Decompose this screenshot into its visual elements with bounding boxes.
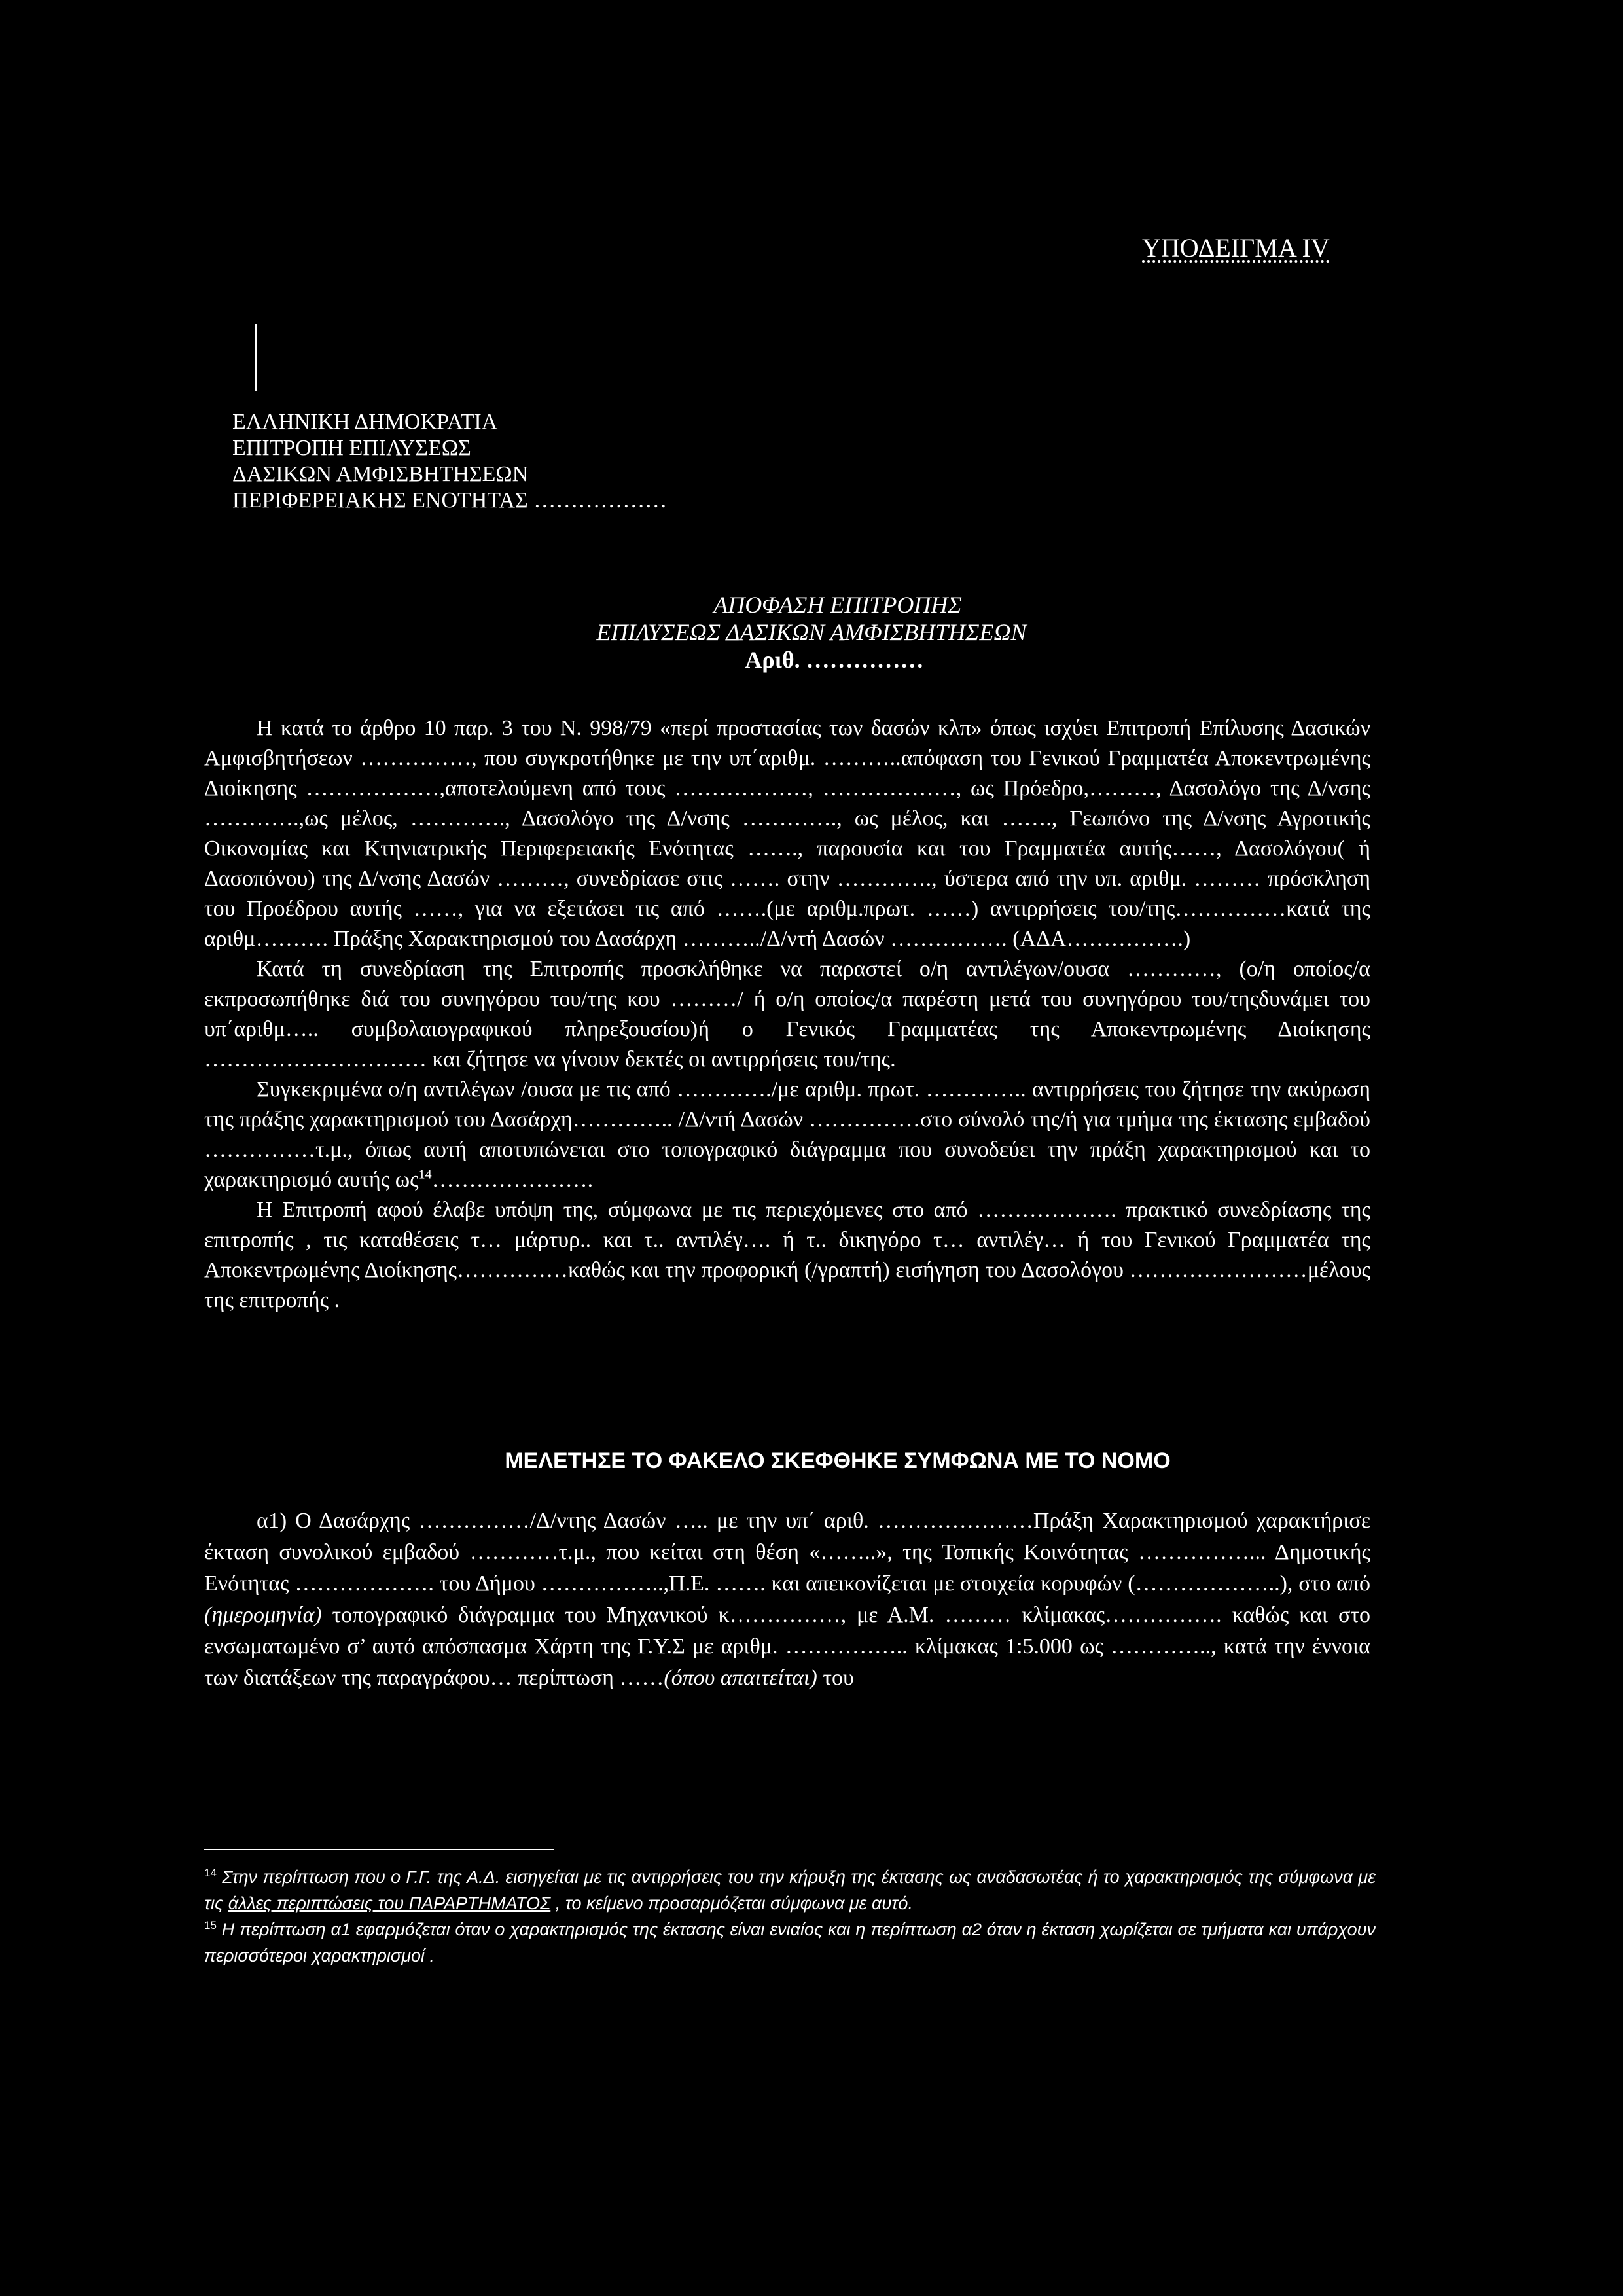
footnote-ref-14: 14 <box>418 1167 432 1182</box>
clause-a1 <box>204 1505 1370 1694</box>
paragraph-session: Κατά τη συνεδρίαση της Επιτροπής προσκλήθηκε να παραστεί ο/η αντιλέγων/ουσα …………, (ο/η οποίος/α εκπροσωπήθηκε διά του συνηγόρου του/της κου ………/ ή ο/η οποίος/α παρέστη μετά του συνηγόρου του/τηςδυνάμει του υπ΄αριθμ….. συμβολαιογραφικού πληρεξουσίου)ή ο Γενικός Γραμματέας της Αποκεντρωμένης Διοίκησης ………………………… και ζήτησε να γίνουν δεκτές οι αντιρρήσεις του/της. <box>204 957 1370 1071</box>
clause-a1-required-note: (όπου απαιτείται) <box>664 1666 817 1690</box>
decision-number: Αριθ. …………… <box>745 647 924 673</box>
footnote-15 <box>204 1916 1376 1969</box>
issuing-authority <box>232 409 667 514</box>
paragraph-committee-review: Η Επιτροπή αφού έλαβε υπόψη της, σύμφωνα με τις περιεχόμενες στο από ………………. πρακτικό συνεδρίασης της επιτροπής , τις καταθέσεις τ… μάρτυρ.. και τ.. αντιλέγ…. ή τ.. δικηγόρο τ… αντιλέγ… ή του Γενικού Γραμματέα της Αποκεντρωμένης Διοίκησης……………καθώς και την προφορική (/γραπτή) εισήγηση του Δασολόγου ……………………μέλους της επιτροπής . <box>204 1198 1370 1312</box>
authority-line-2: ΕΠΙΤΡΟΠΗ ΕΠΙΛΥΣΕΩΣ <box>232 436 471 460</box>
decision-title <box>0 591 1623 673</box>
decision-title-line-2: ΕΠΙΛΥΣΕΩΣ ΔΑΣΙΚΩΝ ΑΜΦΙΣΒΗΤΗΣΕΩΝ <box>596 619 1027 645</box>
clause-a1-text <box>204 1505 1370 1694</box>
authority-line-1: ΕΛΛΗΝΙΚΗ ΔΗΜΟΚΡΑΤΙΑ <box>232 410 498 434</box>
footnote-15-number: 15 <box>204 1919 217 1931</box>
clause-a1-mid: τοπογραφικό διάγραμμα του Μηχανικού κ……………, με Α.Μ. ……… κλίμακας……………. καθώς και στο ενσωματωμένο σ’ αυτό απόσπασμα Χάρτη της Γ.Υ.Σ με αριθμ. …………….. κλίμακας 1:5.000 ως ………….., κατά την έννοια των διατάξεων της παραγράφου… περίπτωση …… <box>204 1603 1370 1690</box>
paragraph-committee: Η κατά το άρθρο 10 παρ. 3 του Ν. 998/79 «περί προστασίας των δασών κλπ» όπως ισχύει Επιτροπή Επίλυσης Δασικών Αμφισβητήσεων ……………, που συγκροτήθηκε με την υπ΄αριθμ. ………..απόφαση του Γενικού Γραμματέα Αποκεντρωμένης Διοίκησης ………………,αποτελούμενη από τους ………………, ………………, ως Πρόεδρο,………, Δασολόγο της Δ/νσης ………….,ως μέλος, …………., Δασολόγο της Δ/νσης …………., ως μέλος, και ……., Γεωπόνο της Δ/νσης Αγροτικής Οικονομίας και Κτηνιατρικής Περιφερειακής Ενότητας ……., παρουσία και του Γραμματέα αυτής……, Δασολόγου( ή Δασοπόνου) της Δ/νσης Δασών ………, συνεδρίασε στις ……. στην …………., ύστερα από την υπ. αριθμ. ……… πρόσκληση του Προέδρου αυτής ……, για να εξετάσει τις από …….(με αριθμ.πρωτ. ……) αντιρρήσεις του/της……………κατά της αριθμ………. Πράξης Χαρακτηρισμού του Δασάρχη ………../Δ/ντή Δασών ……………. (ΑΔΑ…………….) <box>204 716 1370 951</box>
footnote-divider <box>204 1849 554 1850</box>
authority-line-3: ΔΑΣΙΚΩΝ ΑΜΦΙΣΒΗΤΗΣΕΩΝ <box>232 462 529 486</box>
footnote-14-text: Στην περίπτωση που ο Γ.Γ. της Α.Δ. εισηγείται με τις αντιρρήσεις του την κήρυξη της έκτασης ως αναδασωτέας ή το χαρακτηρισμός της σύμφωνα με τις <box>204 1867 1376 1913</box>
footnote-14-annex-reference: άλλες περιπτώσεις του ΠΑΡΑΡΤΗΜΑΤΟΣ <box>228 1893 551 1913</box>
model-label: ΥΠΟΔΕΙΓΜΑ IV <box>1142 233 1330 262</box>
paragraph-objections <box>204 1075 1370 1195</box>
footnote-15-text: Η περίπτωση α1 εφαρμόζεται όταν ο χαρακτηρισμός της έκτασης είναι ενιαίος και η περίπτωση α2 όταν η έκταση χωρίζεται σε τμήματα και υπάρχουν περισσότεροι χαρακτηρισμοί . <box>204 1920 1376 1965</box>
paragraph-objections-text: Συγκεκριμένα ο/η αντιλέγων /ουσα με τις από …………./με αριθμ. πρωτ. ………….. αντιρρήσεις του ζήτησε την ακύρωση της πράξης χαρακτηρισμού του Δασάρχη………….. /Δ/ντή Δασών ……………στο σύνολό της/ή για τμήμα της έκτασης εμβαδού ……………τ.μ., όπως αυτή αποτυπώνεται στο τοπογραφικό διάγραμμα που συνοδεύει την πράξη χαρακτηρισμού και το χαρακτηρισμό αυτής ως <box>204 1077 1370 1192</box>
decision-body <box>204 713 1370 1316</box>
paragraph-objections-tail: …………………. <box>431 1168 594 1192</box>
clause-a1-date-note: (ημερομηνία) <box>204 1603 322 1627</box>
vertical-bar-mark-small <box>255 385 257 391</box>
footnote-14 <box>204 1864 1376 1916</box>
footnotes <box>204 1864 1376 1969</box>
footnote-14-text-end: , το κείμενο προσαρμόζεται σύμφωνα με αυτό. <box>550 1893 913 1913</box>
section-heading: ΜΕΛΕΤΗΣΕ ΤΟ ΦΑΚΕΛΟ ΣΚΕΦΘΗΚΕ ΣΥΜΦΩΝΑ ΜΕ ΤΟ ΝΟΜΟ <box>505 1448 1171 1473</box>
clause-a1-end: του <box>817 1666 854 1690</box>
decision-title-line-1: ΑΠΟΦΑΣΗ ΕΠΙΤΡΟΠΗΣ <box>713 592 962 618</box>
clause-a1-main: α1) Ο Δασάρχης ……………/Δ/ντης Δασών ….. με την υπ΄ αριθ. …………………Πράξη Χαρακτηρισμού χαρακτήρισε έκταση συνολικού εμβαδού …………τ.μ., που κείται στη θέση «……..», της Τοπικής Κοινότητας ……………... Δημοτικής Ενότητας ………………. του Δήμου ……………..,Π.Ε. ……. και απεικονίζεται με στοιχεία κορυφών (………………..), στο από <box>204 1509 1370 1596</box>
footnote-14-number: 14 <box>204 1867 217 1879</box>
authority-line-4: ΠΕΡΙΦΕΡΕΙΑΚΗΣ ΕΝΟΤΗΤΑΣ ……………… <box>232 488 668 512</box>
vertical-bar-mark <box>255 324 257 386</box>
